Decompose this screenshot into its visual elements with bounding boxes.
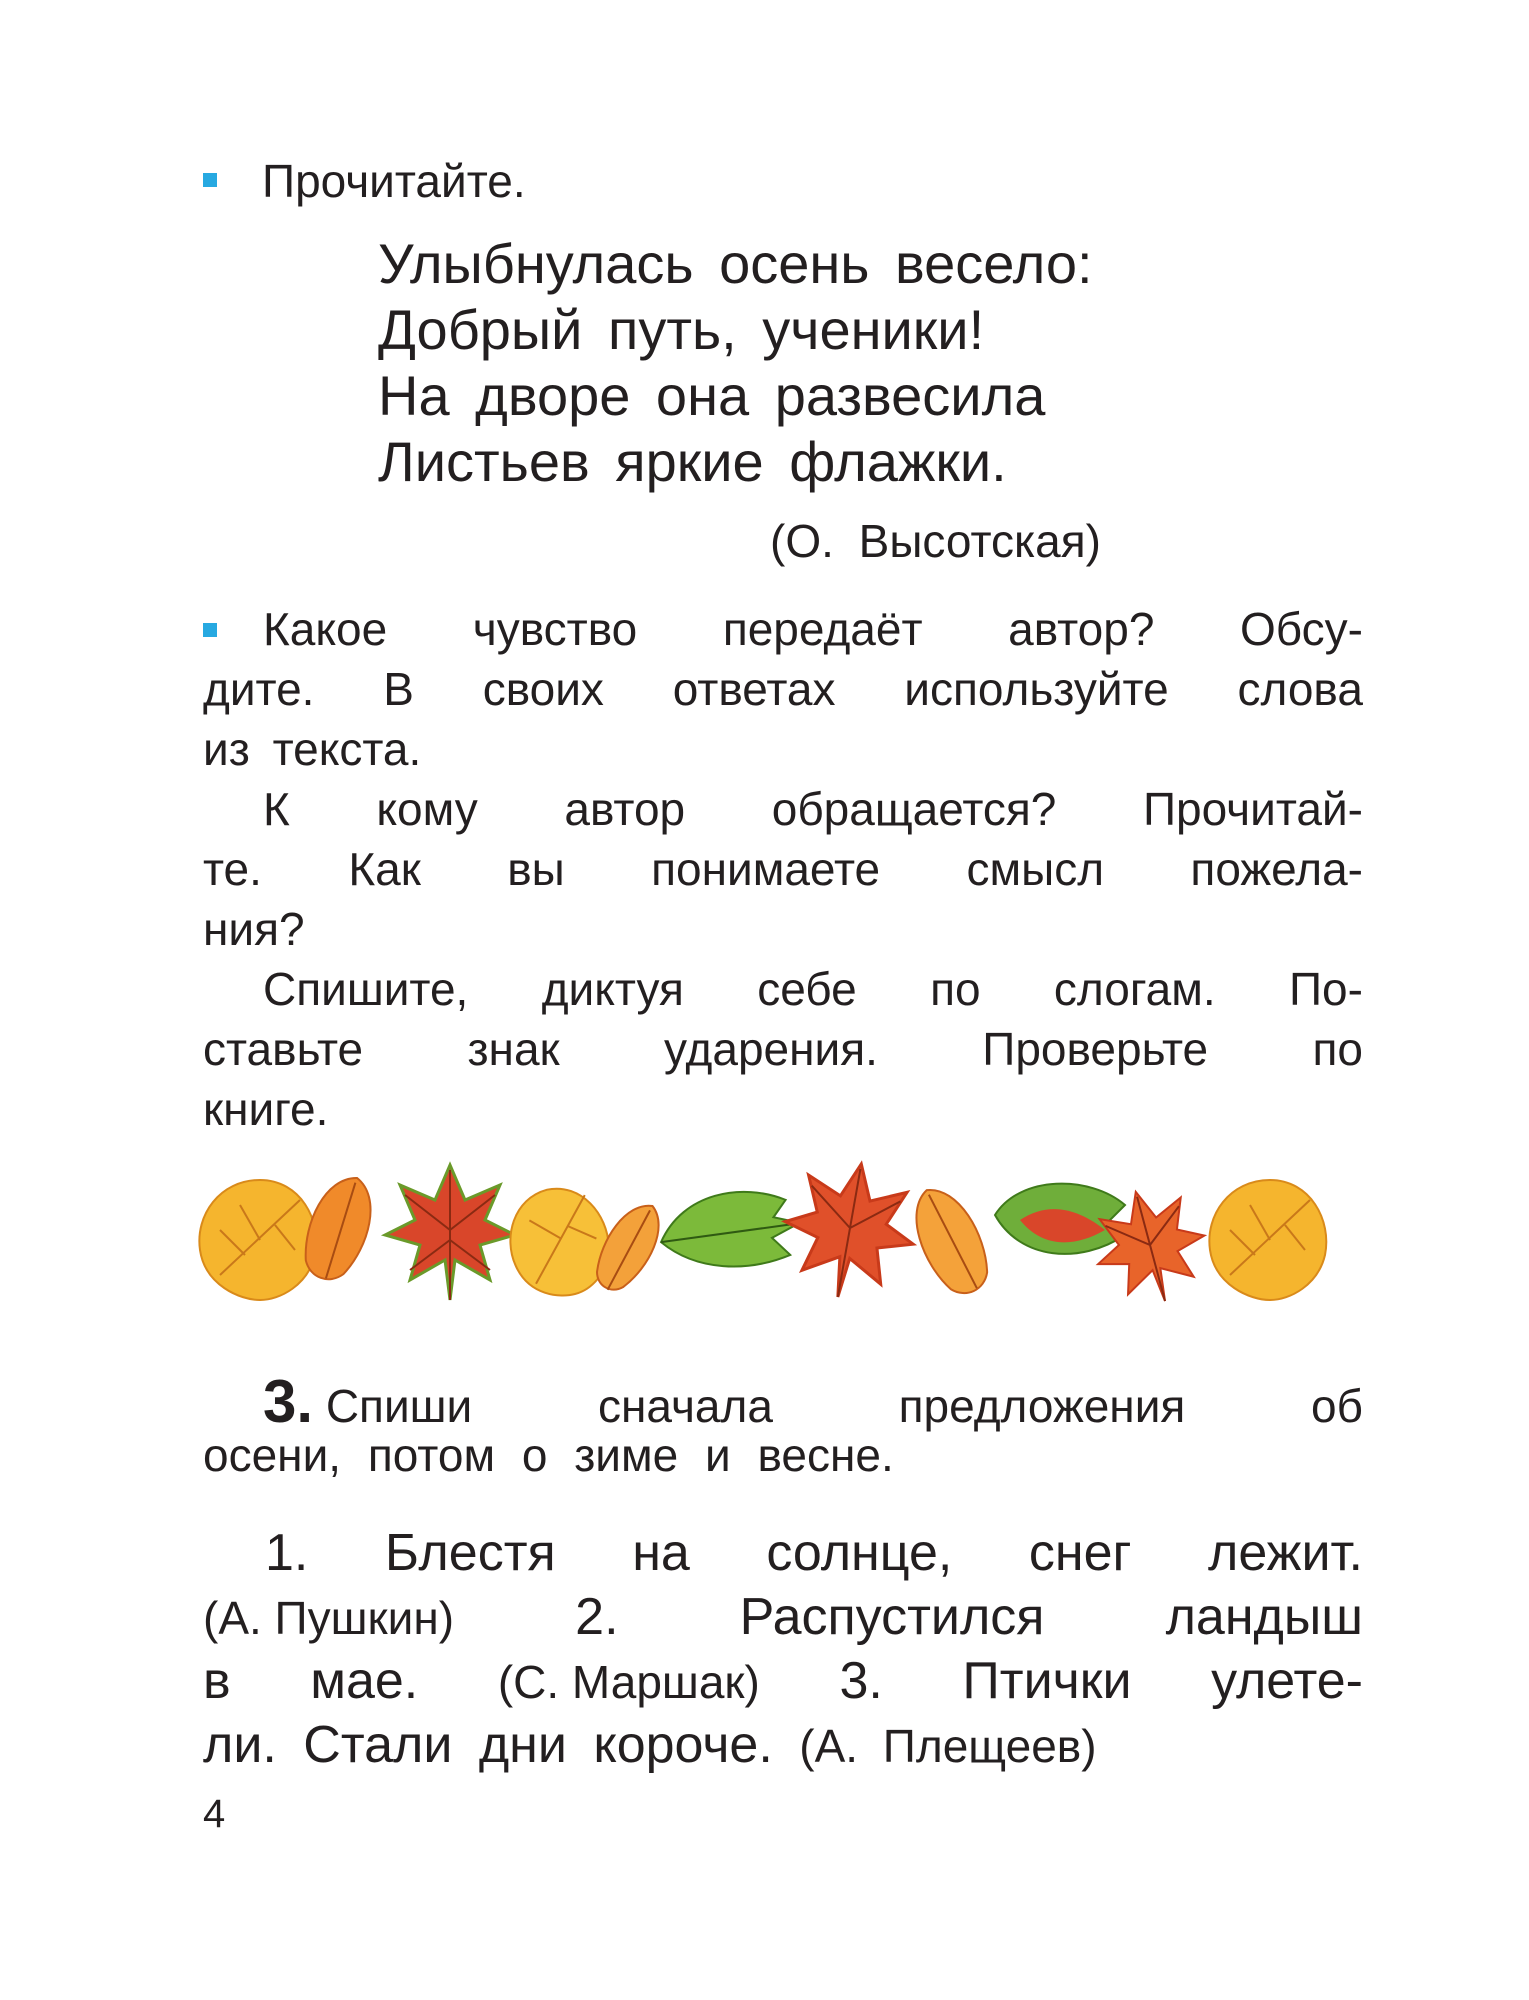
yellow-leaf-icon — [199, 1180, 316, 1300]
maple-leaf-icon — [774, 1153, 925, 1309]
poem-author: (О. Высотская) — [770, 515, 1101, 567]
exercise-number: 3. — [263, 1368, 314, 1435]
exercise-3 — [203, 1368, 1363, 1492]
text-line: дите. В своих ответах используйте слова — [203, 663, 1363, 715]
text-line: из текста. — [203, 723, 422, 775]
sentence-line: (А. Пушкин) 2. Распустился ландыш — [203, 1588, 1363, 1646]
green-leaf-icon — [995, 1184, 1125, 1254]
text-line: К кому автор обращается? Прочитай- — [263, 783, 1363, 835]
instruction-read: Прочитайте. — [262, 155, 526, 207]
sentence-line: в мае. (С. Маршак) 3. Птички улете- — [203, 1652, 1363, 1710]
exercise-task-line: 3. Спиши сначала предложения об — [263, 1368, 1363, 1435]
text-line: ставьте знак ударения. Проверьте по — [203, 1023, 1363, 1075]
poem — [378, 232, 1093, 500]
bullet-marker — [203, 173, 217, 187]
autumn-leaves-illustration — [190, 1150, 1340, 1320]
poem-line: Улыбнулась осень весело: — [378, 232, 1093, 295]
poem-line: Листьев яркие флажки. — [378, 430, 1007, 493]
text-line: ния? — [203, 903, 305, 955]
poem-line: Добрый путь, ученики! — [378, 298, 985, 361]
poem-line: На дворе она развесила — [378, 364, 1046, 427]
text-line: книге. — [203, 1083, 329, 1135]
page-number: 4 — [203, 1792, 226, 1836]
green-leaf-icon — [655, 1182, 806, 1281]
text-line: те. Как вы понимаете смысл пожела- — [203, 843, 1363, 895]
exercise-task-line: осени, потом о зиме и весне. — [203, 1429, 894, 1481]
maple-leaf-icon — [385, 1165, 515, 1300]
yellow-leaf-icon — [1209, 1180, 1326, 1300]
exercise-sentences — [203, 1524, 1363, 1783]
text-line: Спишите, диктуя себе по слогам. По- — [263, 963, 1363, 1015]
yellow-leaf-icon — [498, 1178, 620, 1308]
text-line: Какое чувство передаёт автор? Обсу- — [263, 603, 1363, 655]
discussion-block — [203, 603, 1363, 1146]
orange-leaf-icon — [901, 1178, 999, 1303]
sentence-line: ли. Стали дни короче. (А. Плещеев) — [203, 1716, 1097, 1774]
sentence-line: 1. Блестя на солнце, снег лежит. — [265, 1524, 1363, 1582]
